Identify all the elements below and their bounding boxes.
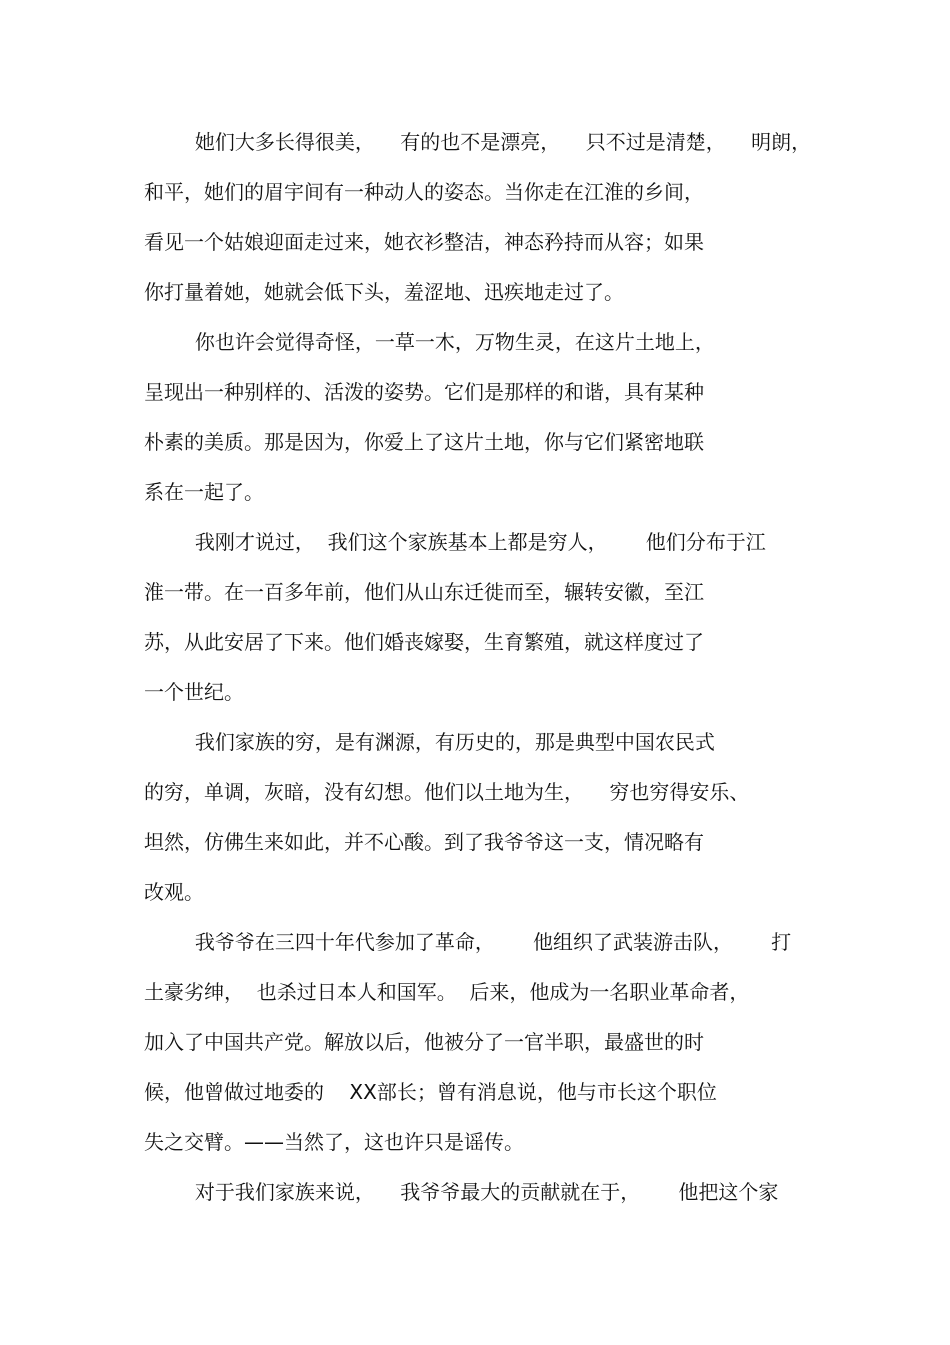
text-line: 和平，她们的眉宇间有一种动人的姿态。当你走在江淮的乡间， — [144, 180, 704, 204]
text-line: 你打量着她，她就会低下头，羞涩地、迅疾地走过了。 — [144, 280, 624, 304]
text-line: 她们大多长得很美， 有的也不是漂亮， 只不过是清楚， 明朗， — [144, 130, 812, 154]
text-line: 淮一带。在一百多年前，他们从山东迁徙而至，辗转安徽，至江 — [144, 580, 704, 604]
text-line: 加入了中国共产党。解放以后，他被分了一官半职，最盛世的时 — [144, 1030, 704, 1054]
text-line: 候，他曾做过地委的 XX部长；曾有消息说，他与市长这个职位 — [144, 1080, 717, 1104]
text-line: 朴素的美质。那是因为，你爱上了这片土地，你与它们紧密地联 — [144, 430, 704, 454]
text-line: 失之交臂。——当然了，这也许只是谣传。 — [144, 1130, 524, 1154]
text-line: 呈现出一种别样的、活泼的姿势。它们是那样的和谐，具有某种 — [144, 380, 704, 404]
text-line: 我们家族的穷，是有渊源，有历史的，那是典型中国农民式 — [144, 730, 715, 754]
text-line: 坦然，仿佛生来如此，并不心酸。到了我爷爷这一支，情况略有 — [144, 830, 704, 854]
text-line: 对于我们家族来说， 我爷爷最大的贡献就在于， 他把这个家 — [144, 1180, 779, 1204]
text-line: 你也许会觉得奇怪，一草一木，万物生灵，在这片土地上， — [144, 330, 715, 354]
text-line: 的穷，单调，灰暗，没有幻想。他们以土地为生， 穷也穷得安乐、 — [144, 780, 750, 804]
text-line: 一个世纪。 — [144, 680, 244, 704]
text-line: 改观。 — [144, 880, 204, 904]
text-line: 我爷爷在三四十年代参加了革命， 他组织了武装游击队， 打 — [144, 930, 792, 954]
text-line: 系在一起了。 — [144, 480, 264, 504]
text-line: 土豪劣绅， 也杀过日本人和国军。 后来，他成为一名职业革命者， — [144, 980, 750, 1004]
text-line: 苏，从此安居了下来。他们婚丧嫁娶，生育繁殖，就这样度过了 — [144, 630, 704, 654]
text-line: 我刚才说过， 我们这个家族基本上都是穷人， 他们分布于江 — [144, 530, 766, 554]
text-line: 看见一个姑娘迎面走过来，她衣衫整洁，神态矜持而从容；如果 — [144, 230, 704, 254]
